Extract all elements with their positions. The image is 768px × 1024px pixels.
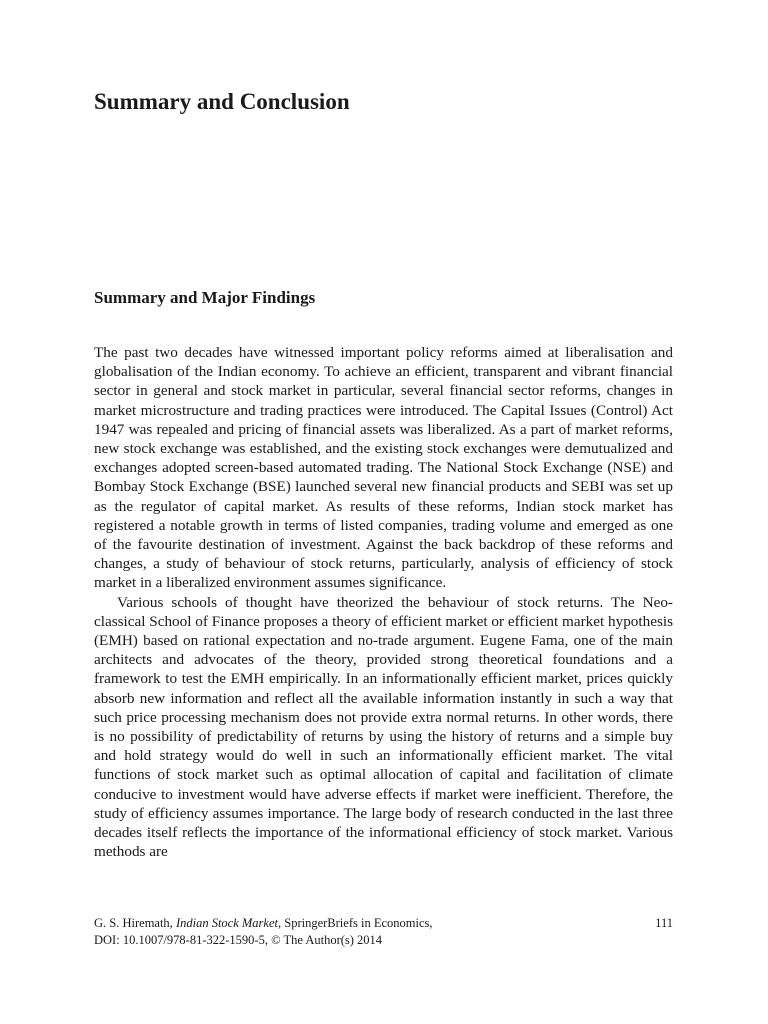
footer-citation-line <box>94 915 673 932</box>
document-page <box>94 0 673 1024</box>
body-text <box>94 343 673 861</box>
page-footer <box>94 915 673 949</box>
section-title: Summary and Major Findings <box>94 288 316 307</box>
footer-book-title: Indian Stock Market <box>175 916 278 930</box>
footer-series: , SpringerBriefs in Economics, <box>278 916 433 930</box>
paragraph-2: Various schools of thought have theorized the behaviour of stock returns. The Neo-classical School of Finance proposes a theory of efficient market or efficient market hypothesis (EMH) based on rational expectation and no-trade argument. Eugene Fama, one of the main architects and advocates of the theory, provided strong theoretical foundations and a framework to test the EMH empirically. In an informationally efficient market, prices quickly absorb new information and reflect all the available information instantly in such a way that such price processing mechanism does not provide extra normal returns. In other words, there is no possibility of predictability of returns by using the history of returns and a simple buy and hold strategy would do well in such an informationally efficient market. The vital functions of stock market such as optimal allocation of capital and facilitation of climate conducive to investment would have adverse effects if market were inefficient. Therefore, the study of efficiency assumes importance. The large body of research conducted in the last three decades itself reflects the importance of the informational efficiency of stock market. Various methods are <box>94 593 673 861</box>
footer-doi: DOI: 10.1007/978-81-322-1590-5, © The Author(s) 2014 <box>94 933 383 947</box>
paragraph-1: The past two decades have witnessed important policy reforms aimed at liberalisation and globalisation of the Indian economy. To achieve an efficient, transparent and vibrant financial sector in general and stock market in particular, several financial sector reforms, changes in market microstructure and trading practices were introduced. The Capital Issues (Control) Act 1947 was repealed and pricing of financial assets was liberalized. As a part of market reforms, new stock exchange was established, and the existing stock exchanges were demutualized and exchanges adopted screen-based automated trading. The National Stock Exchange (NSE) and Bombay Stock Exchange (BSE) launched several new financial products and SEBI was set up as the regulator of capital market. As results of these reforms, Indian stock market has registered a notable growth in terms of listed companies, trading volume and emerged as one of the favourite destination of investment. Against the back backdrop of these reforms and changes, a study of behaviour of stock returns, particularly, analysis of efficiency of stock market in a liberalized environment assumes significance. <box>94 344 673 592</box>
footer-author: G. S. Hiremath, <box>94 916 176 930</box>
chapter-title: Summary and Conclusion <box>94 89 350 114</box>
page-number: 111 <box>655 916 673 930</box>
footer-citation <box>94 915 433 932</box>
